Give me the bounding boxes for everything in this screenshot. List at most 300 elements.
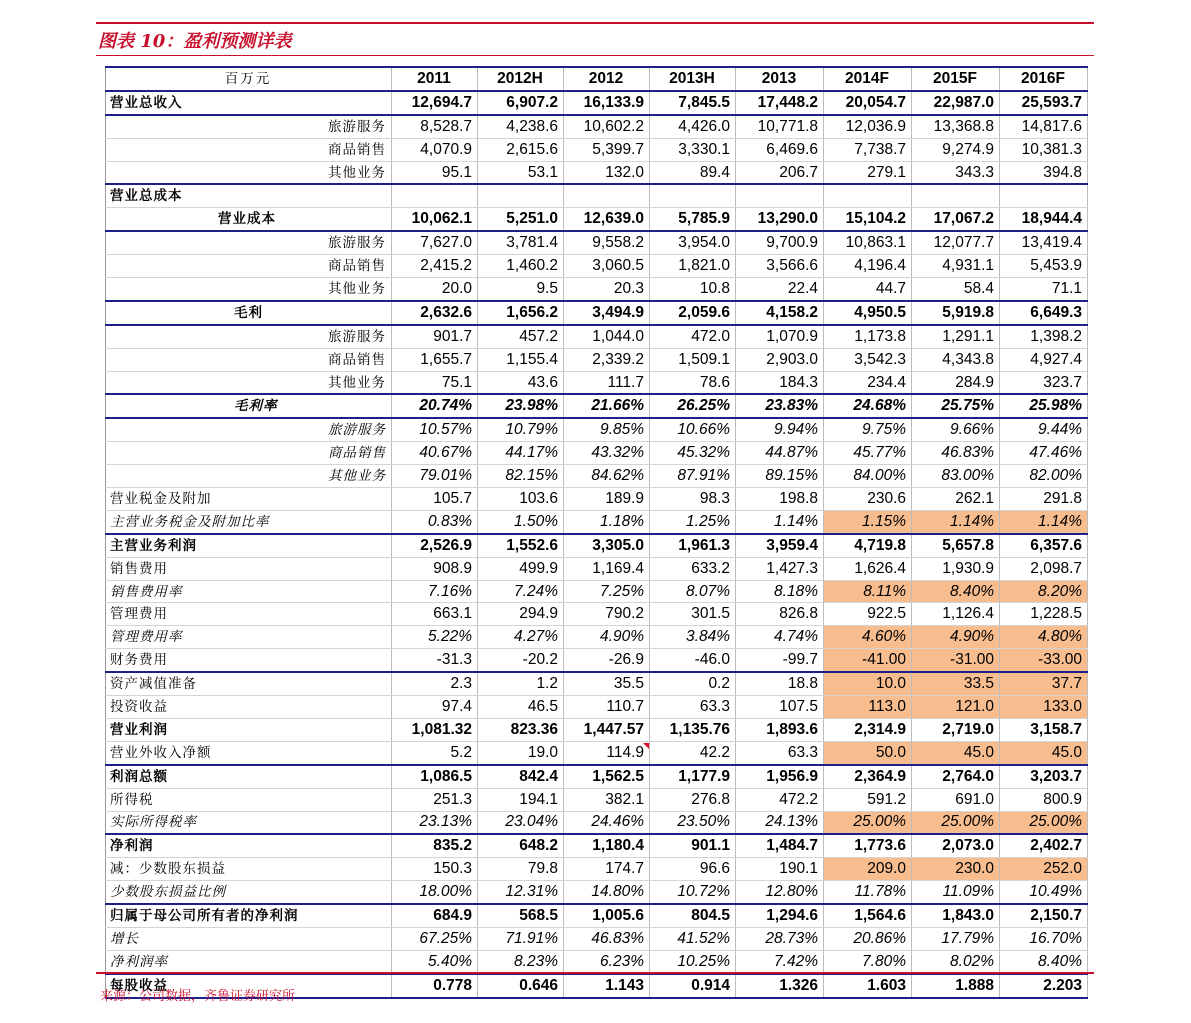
table-cell: 2,632.6 — [392, 301, 478, 325]
table-row — [106, 442, 1088, 465]
table-cell: 472.0 — [650, 325, 736, 348]
table-cell: 13,419.4 — [1000, 231, 1088, 254]
table-cell: 1,228.5 — [1000, 603, 1088, 626]
table-cell: 7,627.0 — [392, 231, 478, 254]
column-header: 2012 — [564, 67, 650, 91]
table-cell: 37.7 — [1000, 672, 1088, 695]
table-cell: 23.04% — [478, 811, 564, 834]
table-cell: 1,177.9 — [650, 765, 736, 788]
table-cell: 25,593.7 — [1000, 91, 1088, 115]
table-cell: 323.7 — [1000, 371, 1088, 394]
table-cell: 252.0 — [1000, 858, 1088, 881]
table-cell: 1,044.0 — [564, 325, 650, 348]
table-cell: 1.14% — [1000, 510, 1088, 533]
table-row — [106, 904, 1088, 927]
table-cell: 1,169.4 — [564, 557, 650, 580]
table-cell: 842.4 — [478, 765, 564, 788]
table-cell: 10,602.2 — [564, 115, 650, 138]
table-cell: 107.5 — [736, 696, 824, 719]
table-cell: 284.9 — [912, 371, 1000, 394]
table-body — [106, 91, 1088, 998]
table-cell: 4,931.1 — [912, 255, 1000, 278]
table-row — [106, 696, 1088, 719]
table-cell: 6,649.3 — [1000, 301, 1088, 325]
table-cell: 382.1 — [564, 788, 650, 811]
table-cell: 901.7 — [392, 325, 478, 348]
column-header: 2015F — [912, 67, 1000, 91]
table-cell: 5.40% — [392, 950, 478, 973]
row-label: 营业成本 — [106, 208, 392, 231]
table-header-row — [106, 67, 1088, 91]
row-label: 营业总成本 — [106, 184, 392, 207]
table-cell: 44.17% — [478, 442, 564, 465]
table-cell: -26.9 — [564, 649, 650, 672]
table-cell: 87.91% — [650, 465, 736, 488]
table-cell: 23.50% — [650, 811, 736, 834]
table-row — [106, 927, 1088, 950]
table-cell: 3,060.5 — [564, 255, 650, 278]
table-cell: 9.5 — [478, 278, 564, 301]
table-row — [106, 672, 1088, 695]
table-cell: 2,150.7 — [1000, 904, 1088, 927]
table-row — [106, 301, 1088, 325]
table-cell: 89.15% — [736, 465, 824, 488]
table-cell: 10,863.1 — [824, 231, 912, 254]
row-label: 商品销售 — [106, 138, 392, 161]
row-label: 净利润 — [106, 834, 392, 857]
table-cell: 79.8 — [478, 858, 564, 881]
table-cell — [392, 184, 478, 207]
row-label: 所得税 — [106, 788, 392, 811]
row-label: 实际所得税率 — [106, 811, 392, 834]
table-cell — [478, 184, 564, 207]
table-cell: 44.7 — [824, 278, 912, 301]
table-cell: 3.84% — [650, 626, 736, 649]
table-cell: 279.1 — [824, 161, 912, 184]
row-label: 主营业务税金及附加比率 — [106, 510, 392, 533]
table-cell: 20.74% — [392, 394, 478, 418]
table-cell: 7.16% — [392, 580, 478, 603]
row-label: 增长 — [106, 927, 392, 950]
table-cell: 7,738.7 — [824, 138, 912, 161]
table-cell: 343.3 — [912, 161, 1000, 184]
table-cell: 1,180.4 — [564, 834, 650, 857]
table-cell: 5,919.8 — [912, 301, 1000, 325]
table-row — [106, 534, 1088, 557]
table-cell: 13,290.0 — [736, 208, 824, 231]
table-cell: 6,357.6 — [1000, 534, 1088, 557]
table-cell: 2,314.9 — [824, 718, 912, 741]
table-cell: 8.40% — [912, 580, 1000, 603]
table-cell: 3,203.7 — [1000, 765, 1088, 788]
table-cell: 4,070.9 — [392, 138, 478, 161]
table-cell: 684.9 — [392, 904, 478, 927]
table-cell: 251.3 — [392, 788, 478, 811]
table-cell: 1,843.0 — [912, 904, 1000, 927]
table-cell: 1,291.1 — [912, 325, 1000, 348]
table-cell: 63.3 — [736, 741, 824, 764]
table-cell: 9.85% — [564, 418, 650, 441]
table-cell: 35.5 — [564, 672, 650, 695]
table-cell: 1,626.4 — [824, 557, 912, 580]
table-row — [106, 741, 1088, 764]
table-cell: 1,484.7 — [736, 834, 824, 857]
table-cell: 9,700.9 — [736, 231, 824, 254]
table-cell: 568.5 — [478, 904, 564, 927]
table-row — [106, 394, 1088, 418]
table-cell: 2,073.0 — [912, 834, 1000, 857]
table-cell: 189.9 — [564, 488, 650, 511]
table-cell: 25.00% — [1000, 811, 1088, 834]
table-cell: 18.00% — [392, 881, 478, 904]
table-cell: 1,956.9 — [736, 765, 824, 788]
table-row — [106, 255, 1088, 278]
table-cell: 1.14% — [736, 510, 824, 533]
table-cell: 4,950.5 — [824, 301, 912, 325]
table-cell: 105.7 — [392, 488, 478, 511]
table-cell: 3,542.3 — [824, 348, 912, 371]
table-cell — [564, 741, 650, 764]
table-row — [106, 184, 1088, 207]
table-cell: 3,158.7 — [1000, 718, 1088, 741]
table-cell: 1,427.3 — [736, 557, 824, 580]
table-cell: 2,402.7 — [1000, 834, 1088, 857]
column-header: 2014F — [824, 67, 912, 91]
table-cell: 2,059.6 — [650, 301, 736, 325]
table-cell: 18.8 — [736, 672, 824, 695]
table-cell: 12.80% — [736, 881, 824, 904]
table-cell: -31.3 — [392, 649, 478, 672]
table-cell: 3,959.4 — [736, 534, 824, 557]
table-cell: 4.80% — [1000, 626, 1088, 649]
table-row — [106, 649, 1088, 672]
table-row — [106, 788, 1088, 811]
table-cell: 3,330.1 — [650, 138, 736, 161]
table-cell: 1,005.6 — [564, 904, 650, 927]
table-cell: 2,364.9 — [824, 765, 912, 788]
table-cell: 4.74% — [736, 626, 824, 649]
table-row — [106, 161, 1088, 184]
table-cell: 190.1 — [736, 858, 824, 881]
table-cell: 23.83% — [736, 394, 824, 418]
table-cell: 648.2 — [478, 834, 564, 857]
table-cell: 25.98% — [1000, 394, 1088, 418]
table-cell: 17,067.2 — [912, 208, 1000, 231]
table-cell: 19.0 — [478, 741, 564, 764]
table-cell: 663.1 — [392, 603, 478, 626]
earnings-forecast-table — [105, 66, 1088, 999]
table-cell: 800.9 — [1000, 788, 1088, 811]
row-label: 其他业务 — [106, 371, 392, 394]
table-cell: 6,907.2 — [478, 91, 564, 115]
table-row — [106, 603, 1088, 626]
table-cell: 206.7 — [736, 161, 824, 184]
row-label: 主营业务利润 — [106, 534, 392, 557]
row-label: 少数股东损益比例 — [106, 881, 392, 904]
table-cell: 111.7 — [564, 371, 650, 394]
table-cell: 47.46% — [1000, 442, 1088, 465]
row-label: 财务费用 — [106, 649, 392, 672]
table-cell: 6.23% — [564, 950, 650, 973]
table-cell: 301.5 — [650, 603, 736, 626]
row-label: 商品销售 — [106, 255, 392, 278]
row-label: 销售费用 — [106, 557, 392, 580]
table-cell: 10.49% — [1000, 881, 1088, 904]
row-label: 商品销售 — [106, 442, 392, 465]
table-cell: 24.68% — [824, 394, 912, 418]
table-cell: -46.0 — [650, 649, 736, 672]
table-cell: 96.6 — [650, 858, 736, 881]
table-row — [106, 580, 1088, 603]
table-cell: 4,238.6 — [478, 115, 564, 138]
table-cell: 20.0 — [392, 278, 478, 301]
table-cell: 1,961.3 — [650, 534, 736, 557]
table-row — [106, 208, 1088, 231]
table-row — [106, 858, 1088, 881]
table-cell: 2,615.6 — [478, 138, 564, 161]
table-cell: 82.15% — [478, 465, 564, 488]
row-label: 营业总收入 — [106, 91, 392, 115]
table-cell: 89.4 — [650, 161, 736, 184]
table-cell: -20.2 — [478, 649, 564, 672]
table-row — [106, 718, 1088, 741]
table-cell: 22,987.0 — [912, 91, 1000, 115]
table-cell: 1.14% — [912, 510, 1000, 533]
column-header: 2011 — [392, 67, 478, 91]
table-cell: 3,954.0 — [650, 231, 736, 254]
table-cell: 8.23% — [478, 950, 564, 973]
table-cell: 150.3 — [392, 858, 478, 881]
table-cell: 2,526.9 — [392, 534, 478, 557]
table-cell: 1.143 — [564, 974, 650, 998]
table-cell: 499.9 — [478, 557, 564, 580]
table-cell: 198.8 — [736, 488, 824, 511]
table-cell: 15,104.2 — [824, 208, 912, 231]
table-cell: 11.78% — [824, 881, 912, 904]
table-cell: 9,558.2 — [564, 231, 650, 254]
table-cell: 25.75% — [912, 394, 1000, 418]
table-row — [106, 626, 1088, 649]
table-cell: 6,469.6 — [736, 138, 824, 161]
table-cell: 3,494.9 — [564, 301, 650, 325]
table-cell: 1,398.2 — [1000, 325, 1088, 348]
table-cell: 691.0 — [912, 788, 1000, 811]
table-cell: 46.5 — [478, 696, 564, 719]
table-cell: 1,893.6 — [736, 718, 824, 741]
table-cell: 24.13% — [736, 811, 824, 834]
table-cell: 43.6 — [478, 371, 564, 394]
table-cell: 12,639.0 — [564, 208, 650, 231]
table-row — [106, 950, 1088, 973]
title-underline — [96, 55, 1094, 56]
table-row — [106, 834, 1088, 857]
table-cell: 10.0 — [824, 672, 912, 695]
column-header: 2016F — [1000, 67, 1088, 91]
table-cell: 1.603 — [824, 974, 912, 998]
table-cell: 121.0 — [912, 696, 1000, 719]
table-cell: 1.18% — [564, 510, 650, 533]
column-header: 2013 — [736, 67, 824, 91]
table-cell: 50.0 — [824, 741, 912, 764]
table-cell: 4,196.4 — [824, 255, 912, 278]
table-cell: 75.1 — [392, 371, 478, 394]
row-label: 毛利率 — [106, 394, 392, 418]
table-cell: 0.83% — [392, 510, 478, 533]
table-row — [106, 557, 1088, 580]
row-label: 其他业务 — [106, 465, 392, 488]
table-cell: 1,562.5 — [564, 765, 650, 788]
table-cell: 33.5 — [912, 672, 1000, 695]
table-cell: 9.66% — [912, 418, 1000, 441]
table-cell: 5.22% — [392, 626, 478, 649]
table-cell: 9,274.9 — [912, 138, 1000, 161]
table-cell: 9.44% — [1000, 418, 1088, 441]
table-cell: 2,415.2 — [392, 255, 478, 278]
table-row — [106, 348, 1088, 371]
table-cell: 291.8 — [1000, 488, 1088, 511]
table-cell: 230.6 — [824, 488, 912, 511]
row-label: 营业税金及附加 — [106, 488, 392, 511]
table-cell: 71.91% — [478, 927, 564, 950]
table-cell: 1,294.6 — [736, 904, 824, 927]
table-cell: 79.01% — [392, 465, 478, 488]
table-row — [106, 115, 1088, 138]
table-cell: 5,785.9 — [650, 208, 736, 231]
row-label: 减：少数股东损益 — [106, 858, 392, 881]
table-cell: 17.79% — [912, 927, 1000, 950]
table-cell: 4.27% — [478, 626, 564, 649]
table-cell: 83.00% — [912, 465, 1000, 488]
table-cell: 46.83% — [912, 442, 1000, 465]
table-cell: 2.203 — [1000, 974, 1088, 998]
table-cell: 4.90% — [912, 626, 1000, 649]
table-cell: 7,845.5 — [650, 91, 736, 115]
table-cell: 194.1 — [478, 788, 564, 811]
table-cell: 2,098.7 — [1000, 557, 1088, 580]
table-cell: 0.914 — [650, 974, 736, 998]
table-row — [106, 765, 1088, 788]
table-cell: -31.00 — [912, 649, 1000, 672]
comment-marker-icon: 114.9 — [606, 743, 644, 761]
table-cell: 234.4 — [824, 371, 912, 394]
table-cell: 804.5 — [650, 904, 736, 927]
table-cell: 5,657.8 — [912, 534, 1000, 557]
table-cell: 22.4 — [736, 278, 824, 301]
table-cell: 18,944.4 — [1000, 208, 1088, 231]
table-row — [106, 371, 1088, 394]
table-cell: 25.00% — [824, 811, 912, 834]
table-cell: 901.1 — [650, 834, 736, 857]
table-cell: 20,054.7 — [824, 91, 912, 115]
table-row — [106, 231, 1088, 254]
table-cell: 84.00% — [824, 465, 912, 488]
table-cell: 21.66% — [564, 394, 650, 418]
table-cell: 8.40% — [1000, 950, 1088, 973]
table-cell: 4.90% — [564, 626, 650, 649]
table-cell: 4.60% — [824, 626, 912, 649]
table-cell: 908.9 — [392, 557, 478, 580]
footer-rule — [96, 972, 1094, 974]
row-label: 管理费用 — [106, 603, 392, 626]
row-label: 净利润率 — [106, 950, 392, 973]
table-cell: 2,764.0 — [912, 765, 1000, 788]
table-cell: 25.00% — [912, 811, 1000, 834]
table-cell: 97.4 — [392, 696, 478, 719]
table-cell: 67.25% — [392, 927, 478, 950]
table-cell: 1,773.6 — [824, 834, 912, 857]
table-cell: 0.2 — [650, 672, 736, 695]
table-cell: 10.8 — [650, 278, 736, 301]
table-cell: 1.888 — [912, 974, 1000, 998]
table-cell: 1,655.7 — [392, 348, 478, 371]
table-cell: 12,036.9 — [824, 115, 912, 138]
table-cell: 12.31% — [478, 881, 564, 904]
table-cell: 3,781.4 — [478, 231, 564, 254]
table-cell: 10.57% — [392, 418, 478, 441]
table-cell: 457.2 — [478, 325, 564, 348]
table-cell: 113.0 — [824, 696, 912, 719]
table-cell: 2,339.2 — [564, 348, 650, 371]
table-cell: 5,251.0 — [478, 208, 564, 231]
table-row — [106, 325, 1088, 348]
table-row — [106, 488, 1088, 511]
row-label: 投资收益 — [106, 696, 392, 719]
table-cell: 4,719.8 — [824, 534, 912, 557]
table-cell — [912, 184, 1000, 207]
table-cell: 8.18% — [736, 580, 824, 603]
table-row — [106, 811, 1088, 834]
table-cell: 28.73% — [736, 927, 824, 950]
table-cell: 4,426.0 — [650, 115, 736, 138]
table-cell: 71.1 — [1000, 278, 1088, 301]
table-cell: 4,158.2 — [736, 301, 824, 325]
table-cell: 1,509.1 — [650, 348, 736, 371]
table-cell: 1,126.4 — [912, 603, 1000, 626]
row-label: 其他业务 — [106, 278, 392, 301]
table-cell: 4,927.4 — [1000, 348, 1088, 371]
table-cell: 23.98% — [478, 394, 564, 418]
table-cell: 10.79% — [478, 418, 564, 441]
table-cell: 472.2 — [736, 788, 824, 811]
page-title: 图表 10：盈利预测详表 — [98, 31, 292, 52]
table-cell — [564, 184, 650, 207]
table-cell: 10.72% — [650, 881, 736, 904]
table-row — [106, 881, 1088, 904]
row-label: 营业利润 — [106, 718, 392, 741]
table-cell: 10,771.8 — [736, 115, 824, 138]
table-cell: 5,453.9 — [1000, 255, 1088, 278]
table-cell: 9.94% — [736, 418, 824, 441]
table-cell: 1,155.4 — [478, 348, 564, 371]
table-cell: 45.0 — [1000, 741, 1088, 764]
table-cell: 1.50% — [478, 510, 564, 533]
row-label: 营业外收入净额 — [106, 741, 392, 764]
table-cell: 10.66% — [650, 418, 736, 441]
table-cell: 110.7 — [564, 696, 650, 719]
table-cell: 41.52% — [650, 927, 736, 950]
table-cell: 103.6 — [478, 488, 564, 511]
table-cell: 26.25% — [650, 394, 736, 418]
row-label: 每股收益 — [106, 974, 392, 998]
table-cell: 20.3 — [564, 278, 650, 301]
table-cell: 12,077.7 — [912, 231, 1000, 254]
table-cell: 40.67% — [392, 442, 478, 465]
title-rule — [96, 22, 1094, 24]
table-cell: 14,817.6 — [1000, 115, 1088, 138]
table-cell: 184.3 — [736, 371, 824, 394]
table-cell: 633.2 — [650, 557, 736, 580]
row-label: 归属于母公司所有者的净利润 — [106, 904, 392, 927]
